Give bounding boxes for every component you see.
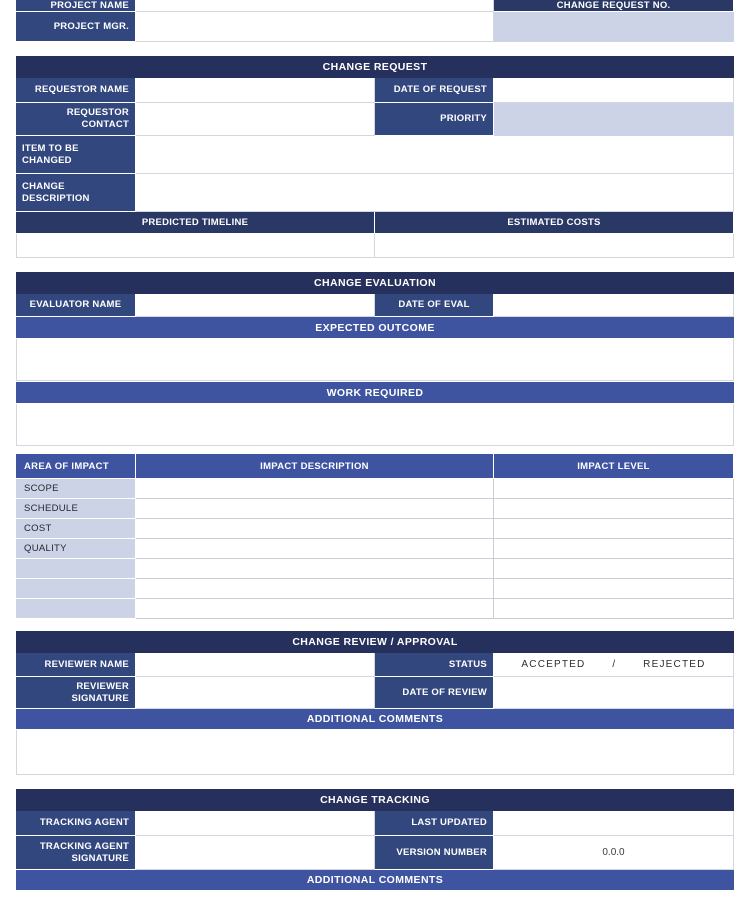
work-required-header: WORK REQUIRED [16, 382, 734, 404]
project-mgr-label: PROJECT MGR. [16, 12, 136, 42]
work-required-field[interactable] [16, 404, 734, 446]
tracking-agent-signature-label: TRACKING AGENT SIGNATURE [16, 836, 136, 870]
tracking-agent-row [16, 811, 734, 836]
table-row [16, 499, 734, 519]
impact-table [16, 454, 734, 619]
version-number-label: VERSION NUMBER [375, 836, 494, 870]
impact-area-cell: COST [16, 519, 136, 539]
status-separator: / [612, 659, 617, 670]
tracking-agent-signature-row [16, 836, 734, 870]
table-row [16, 579, 734, 599]
status-options [494, 659, 733, 670]
expected-outcome-field[interactable] [16, 339, 734, 381]
last-updated-field[interactable] [494, 811, 734, 836]
spacer [16, 258, 734, 272]
change-description-row [16, 174, 734, 212]
reviewer-name-field[interactable] [136, 653, 375, 677]
project-mgr-row [16, 12, 734, 42]
impact-level-cell[interactable] [494, 599, 734, 619]
impact-level-cell[interactable] [494, 559, 734, 579]
impact-area-cell: QUALITY [16, 539, 136, 559]
requestor-contact-field[interactable] [136, 103, 375, 136]
date-of-eval-label: DATE OF EVAL [375, 294, 494, 317]
review-additional-comments-header: ADDITIONAL COMMENTS [16, 709, 734, 730]
impact-col-description: IMPACT DESCRIPTION [136, 454, 494, 479]
date-of-request-label: DATE OF REQUEST [375, 78, 494, 103]
requestor-contact-row [16, 103, 734, 136]
impact-level-cell[interactable] [494, 519, 734, 539]
last-updated-label: LAST UPDATED [375, 811, 494, 836]
change-evaluation-section-title: CHANGE EVALUATION [16, 272, 734, 294]
requestor-contact-label: REQUESTOR CONTACT [16, 103, 136, 136]
impact-description-cell[interactable] [136, 499, 494, 519]
item-to-be-changed-field[interactable] [136, 136, 734, 174]
status-label: STATUS [375, 653, 494, 677]
status-rejected-option[interactable]: REJECTED [643, 659, 706, 670]
impact-level-cell[interactable] [494, 499, 734, 519]
table-row [16, 539, 734, 559]
reviewer-signature-label: REVIEWER SIGNATURE [16, 677, 136, 709]
change-request-no-field[interactable] [494, 12, 734, 42]
impact-level-cell[interactable] [494, 479, 734, 499]
change-request-block [16, 56, 734, 258]
project-mgr-field[interactable] [136, 12, 494, 42]
priority-label: PRIORITY [375, 103, 494, 136]
evaluator-name-field[interactable] [136, 294, 375, 317]
change-description-label: CHANGE DESCRIPTION [16, 174, 136, 212]
requestor-name-label: REQUESTOR NAME [16, 78, 136, 103]
impact-table-header-row [16, 454, 734, 479]
change-evaluation-block [16, 272, 734, 619]
table-row [16, 559, 734, 579]
impact-description-cell[interactable] [136, 519, 494, 539]
timeline-costs-value-row [16, 234, 734, 258]
change-review-section-title: CHANGE REVIEW / APPROVAL [16, 631, 734, 653]
impact-area-cell [16, 579, 136, 599]
impact-col-area: AREA OF IMPACT [16, 454, 136, 479]
table-row [16, 599, 734, 619]
item-to-be-changed-row [16, 136, 734, 174]
impact-level-cell[interactable] [494, 579, 734, 599]
requestor-name-row [16, 78, 734, 103]
spacer [16, 42, 734, 56]
impact-level-cell[interactable] [494, 539, 734, 559]
spacer [16, 619, 734, 631]
tracking-agent-field[interactable] [136, 811, 375, 836]
project-name-row [16, 0, 734, 12]
status-accepted-option[interactable]: ACCEPTED [521, 659, 586, 670]
tracking-agent-label: TRACKING AGENT [16, 811, 136, 836]
project-name-label: PROJECT NAME [16, 0, 136, 12]
reviewer-signature-field[interactable] [136, 677, 375, 709]
impact-description-cell[interactable] [136, 559, 494, 579]
project-header-block [16, 0, 734, 42]
date-of-request-field[interactable] [494, 78, 734, 103]
reviewer-name-label: REVIEWER NAME [16, 653, 136, 677]
date-of-eval-field[interactable] [494, 294, 734, 317]
reviewer-signature-row [16, 677, 734, 709]
impact-area-cell [16, 559, 136, 579]
evaluator-name-row [16, 294, 734, 317]
tracking-agent-signature-field[interactable] [136, 836, 375, 870]
predicted-timeline-field[interactable] [16, 234, 375, 258]
impact-description-cell[interactable] [136, 599, 494, 619]
expected-outcome-header: EXPECTED OUTCOME [16, 317, 734, 339]
predicted-timeline-label: PREDICTED TIMELINE [16, 212, 375, 234]
item-to-be-changed-label: ITEM TO BE CHANGED [16, 136, 136, 174]
date-of-review-field[interactable] [494, 677, 734, 709]
date-of-review-label: DATE OF REVIEW [375, 677, 494, 709]
impact-area-cell: SCOPE [16, 479, 136, 499]
change-description-field[interactable] [136, 174, 734, 212]
change-tracking-block [16, 789, 734, 891]
priority-field[interactable] [494, 103, 734, 136]
table-row [16, 519, 734, 539]
spacer [16, 775, 734, 789]
change-request-no-label: CHANGE REQUEST NO. [494, 0, 734, 12]
estimated-costs-label: ESTIMATED COSTS [375, 212, 734, 234]
change-request-section-title: CHANGE REQUEST [16, 56, 734, 78]
impact-table-body [16, 479, 734, 619]
impact-description-cell[interactable] [136, 539, 494, 559]
review-additional-comments-field[interactable] [16, 730, 734, 775]
estimated-costs-field[interactable] [375, 234, 734, 258]
timeline-costs-header-row [16, 212, 734, 234]
impact-area-cell: SCHEDULE [16, 499, 136, 519]
impact-description-cell[interactable] [136, 579, 494, 599]
impact-col-level: IMPACT LEVEL [494, 454, 734, 479]
tracking-additional-comments-header: ADDITIONAL COMMENTS [16, 870, 734, 891]
impact-area-cell [16, 599, 136, 619]
requestor-name-field[interactable] [136, 78, 375, 103]
spacer [16, 446, 734, 454]
change-review-block [16, 631, 734, 775]
status-field[interactable] [494, 653, 734, 677]
reviewer-name-row [16, 653, 734, 677]
impact-description-cell[interactable] [136, 479, 494, 499]
change-tracking-section-title: CHANGE TRACKING [16, 789, 734, 811]
table-row [16, 479, 734, 499]
project-name-field[interactable] [136, 0, 494, 12]
version-number-field[interactable]: 0.0.0 [494, 836, 734, 870]
evaluator-name-label: EVALUATOR NAME [16, 294, 136, 317]
